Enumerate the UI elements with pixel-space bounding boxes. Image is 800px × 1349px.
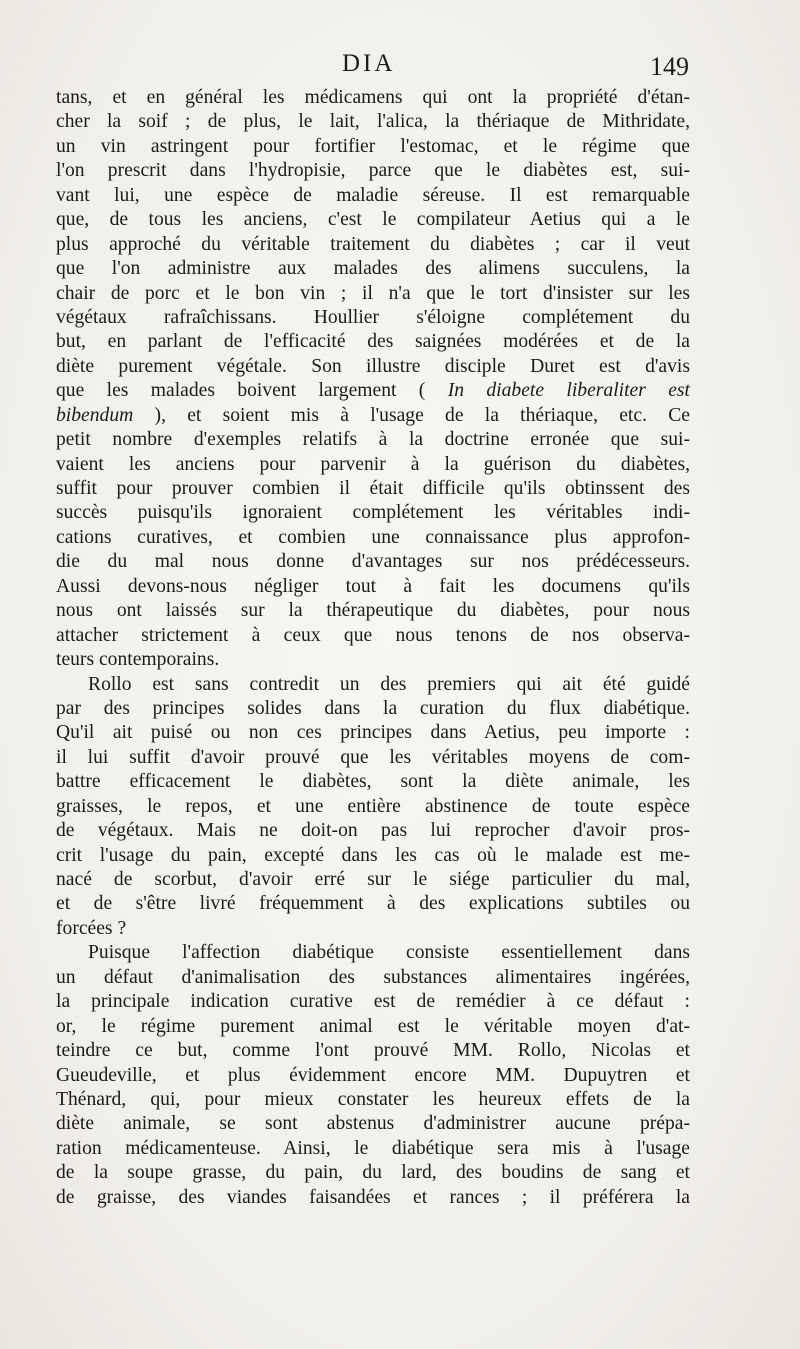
text-line: plus approché du véritable traitement du diabètes ; car il veut [56, 233, 690, 255]
text-line: et de s'être livré fréquemment à des explications subtiles ou [56, 893, 690, 915]
text-line: petit nombre d'exemples relatifs à la doctrine erronée que sui- [56, 429, 690, 451]
text-line: bibendum ), et soient mis à l'usage de la thériaque, etc. Ce [56, 404, 690, 426]
text-line: il lui suffit d'avoir prouvé que les véritables moyens de com- [56, 746, 690, 768]
paragraph-start-line: Puisque l'affection diabétique consiste essentiellement dans [88, 942, 690, 964]
latin-quotation: In diabete liberaliter est [447, 380, 690, 402]
text-line: chair de porc et le bon vin ; il n'a que le tort d'insister sur les [56, 282, 690, 304]
paragraph-end-line: forcées ? [56, 917, 127, 939]
text-line: diète animale, se sont abstenus d'administrer aucune prépa- [56, 1113, 690, 1135]
page-number: 149 [650, 52, 689, 81]
paragraph-end-line: teurs contemporains. [56, 649, 220, 671]
text-line: cations curatives, et combien une connaissance plus approfon- [56, 526, 690, 548]
text-line: Aussi devons-nous négliger tout à fait les documens qu'ils [56, 575, 690, 597]
text-line: vaient les anciens pour parvenir à la guérison du diabètes, [56, 453, 690, 475]
text-line: végétaux rafraîchissans. Houllier s'éloigne complétement du [56, 306, 690, 328]
text-line: crit l'usage du pain, excepté dans les cas où le malade est me- [56, 844, 690, 866]
running-head: DIA [342, 50, 396, 77]
text-line: Thénard, qui, pour mieux constater les heureux effets de la [56, 1088, 690, 1110]
text-line: que les malades boivent largement ( In diabete liberaliter est [56, 380, 690, 402]
text-line: suffit pour prouver combien il était difficile qu'ils obtinssent des [56, 478, 690, 499]
text-line: teindre ce but, comme l'ont prouvé MM. Rollo, Nicolas et [56, 1040, 690, 1062]
text-line: graisses, le repos, et une entière abstinence de toute espèce [56, 795, 690, 817]
text-line: nous ont laissés sur la thérapeutique du diabètes, pour nous [56, 600, 690, 622]
body-text [56, 86, 690, 1210]
text-line: vant lui, une espèce de maladie séreuse. Il est remarquable [56, 184, 690, 206]
text-line: l'on prescrit dans l'hydropisie, parce que le diabètes est, sui- [56, 160, 690, 182]
text-line: die du mal nous donne d'avantages sur nos prédécesseurs. [56, 551, 690, 573]
text-line: cher la soif ; de plus, le lait, l'alica, la thériaque de Mithridate, [56, 111, 690, 133]
text-line: un défaut d'animalisation des substances alimentaires ingérées, [56, 966, 690, 988]
latin-quotation: bibendum [56, 404, 134, 426]
text-line: la principale indication curative est de remédier à ce défaut : [56, 991, 690, 1013]
text-line: battre efficacement le diabètes, sont la diète animale, les [56, 771, 690, 793]
text-line: diète purement végétale. Son illustre disciple Duret est d'avis [56, 355, 690, 377]
text-line: nacé de scorbut, d'avoir erré sur le siége particulier du mal, [56, 869, 690, 890]
paragraph-start-line: Rollo est sans contredit un des premiers qui ait été guidé [88, 673, 690, 695]
text-line: tans, et en général les médicamens qui ont la propriété d'étan- [56, 87, 690, 108]
text-line: que l'on administre aux malades des alimens succulens, la [56, 258, 690, 280]
text-line: de graisse, des viandes faisandées et rances ; il préférera la [56, 1186, 690, 1208]
text-line: but, en parlant de l'efficacité des saignées modérées et de la [56, 331, 690, 353]
text-line: attacher strictement à ceux que nous tenons de nos observa- [56, 624, 690, 646]
text-line: Qu'il ait puisé ou non ces principes dans Aetius, peu importe : [56, 722, 690, 744]
text-line: un vin astringent pour fortifier l'estomac, et le régime que [56, 135, 690, 157]
text-line: de végétaux. Mais ne doit-on pas lui reprocher d'avoir pros- [56, 820, 690, 842]
text-line: que, de tous les anciens, c'est le compilateur Aetius qui a le [56, 209, 690, 231]
page-header [0, 50, 800, 86]
text-line: de la soupe grasse, du pain, du lard, des boudins de sang et [56, 1162, 690, 1184]
text-line: or, le régime purement animal est le véritable moyen d'at- [56, 1015, 690, 1037]
text-line: par des principes solides dans la curation du flux diabétique. [56, 697, 690, 719]
text-line: succès puisqu'ils ignoraient complétement les véritables indi- [56, 502, 690, 524]
text-line: Gueudeville, et plus évidemment encore MM. Dupuytren et [56, 1064, 690, 1086]
text-line: ration médicamenteuse. Ainsi, le diabétique sera mis à l'usage [56, 1137, 690, 1159]
